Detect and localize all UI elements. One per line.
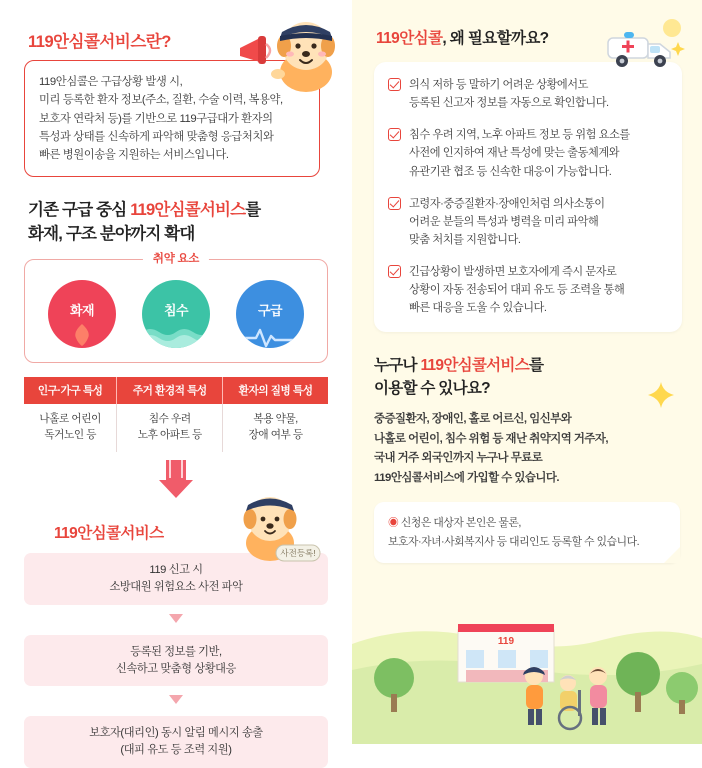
vulnerability-box: [24, 253, 328, 363]
checkbox-icon: [388, 265, 401, 278]
table-cell-0: 나홀로 어린이 독거노인 등: [24, 404, 117, 452]
flow-step-1: 119 신고 시 소방대원 위험요소 사전 파악: [24, 553, 328, 605]
right-section2-title-line2: 이용할 수 있나요?: [374, 379, 490, 397]
benefit-text: 고령자·중증질환자·장애인처럼 의사소통이 어려운 분들의 특성과 병력을 미리 파악해 맞춤 처치를 지원합니다.: [409, 197, 605, 246]
fire-icon: [48, 322, 116, 348]
sparkle-icon: [646, 380, 676, 417]
benefits-card: [374, 62, 682, 332]
circle-fire: [48, 280, 116, 348]
eligibility-text: 중증질환자, 장애인, 홀로 어르신, 임신부와 나홀로 어린이, 침수 위험 등 재난 취약지역 거주자, 국내 거주 외국인까지 누구나 무료로 119안심콜서비스에 가입할 수 있습니다.: [374, 413, 609, 484]
right-section2-title-pre: 누구나: [374, 356, 421, 374]
application-note: [374, 502, 680, 563]
section1-line-1: 119안심콜은 구급상황 발생 시,: [39, 76, 183, 88]
section2-heading: [28, 199, 332, 247]
dog-mascot-with-megaphone-icon: [236, 8, 346, 96]
table-header-0: 인구·가구 특성: [24, 377, 117, 404]
water-wave-icon: [142, 322, 210, 348]
benefit-text: 의식 저하 등 말하기 어려운 상황에서도 등록된 신고자 정보를 자동으로 확인합니다.: [409, 79, 609, 110]
table-cell-2: 복용 약물, 장애 여부 등: [223, 404, 328, 452]
dog-mascot-pre-registration-icon: [230, 487, 326, 565]
benefit-text: 침수 우려 지역, 노후 아파트 정보 등 위험 요소를 사전에 인지하여 재난 특성에 맞는 출동체계와 유관기관 협조 등 신속한 대응이 가능합니다.: [409, 129, 630, 178]
right-section2: [374, 354, 684, 564]
benefit-item: [388, 126, 668, 180]
section1-line-4: 특성과 상태를 신속하게 파악해 맞춤형 응급처치와: [39, 130, 274, 143]
section2-heading-highlight: 119안심콜서비스: [130, 201, 246, 220]
right-section2-title-post: 를: [528, 356, 544, 374]
table-header-row: [24, 377, 328, 404]
building-label: 119: [497, 636, 515, 647]
table-header-2: 환자의 질병 특성: [223, 377, 328, 404]
table-row: [24, 404, 328, 452]
right-section1-title-rest: , 왜 필요할까요?: [442, 30, 549, 47]
section2: [24, 199, 332, 767]
section2-heading-pre: 기존 구급 중심: [28, 201, 131, 220]
dot-bullet-icon: ◉: [388, 517, 399, 530]
heartbeat-icon: [236, 322, 304, 348]
circle-emergency-label: 구급: [257, 302, 283, 318]
benefit-text: 긴급상황이 발생하면 보호자에게 즉시 문자로 상황이 자동 전송되어 대피 유도 등 조력을 통해 빠른 대응을 도울 수 있습니다.: [409, 266, 625, 315]
table-cell-1: 침수 우려 노후 아파트 등: [117, 404, 223, 452]
vulnerability-table: [24, 377, 328, 452]
circle-emergency: [236, 280, 304, 348]
fire-station-people-illustration: [352, 604, 702, 744]
ambulance-icon: [602, 18, 688, 74]
down-arrow-1: [24, 609, 328, 631]
down-arrow-2: [24, 690, 328, 712]
left-column: [0, 0, 352, 757]
right-section2-title-highlight: 119안심콜서비스: [420, 356, 529, 374]
checkbox-icon: [388, 78, 401, 91]
application-note-text: 신청은 대상자 본인은 물론, 보호자·자녀·사회복지사 등 대리인도 등록할 수 있습니다.: [388, 517, 640, 548]
benefit-item: [388, 76, 668, 112]
table-header-1: 주거 환경적 특성: [117, 377, 223, 404]
section2-heading-post: 를: [245, 201, 261, 220]
flow-step-2: 등록된 정보를 기반, 신속하고 맞춤형 상황대응: [24, 635, 328, 687]
circle-flood-label: 침수: [163, 302, 189, 318]
right-section2-title: [374, 354, 684, 401]
right-section1-title-highlight: 119안심콜: [376, 30, 443, 47]
vulnerability-circles: [35, 280, 317, 348]
circle-flood: [142, 280, 210, 348]
circle-fire-label: 화재: [69, 302, 95, 318]
section1-line-2: 미리 등록한 환자 정보(주소, 질환, 수술 이력, 복용약,: [39, 94, 283, 107]
right-column: [352, 0, 702, 744]
service-title-row: [24, 509, 328, 559]
checkbox-icon: [388, 128, 401, 141]
service-title: 119안심콜서비스: [54, 525, 164, 543]
section2-heading-line2: 화재, 구조 분야까지 확대: [28, 225, 195, 244]
vulnerability-chip: 취약 요소: [143, 250, 209, 266]
section1-line-3: 보호자 연락처 등)를 기반으로 119구급대가 환자의: [39, 112, 273, 125]
benefit-item: [388, 195, 668, 249]
checkbox-icon: [388, 197, 401, 210]
section1-line-5: 빠른 병원이송을 지원하는 서비스입니다.: [39, 149, 229, 162]
flow-step-3: 보호자(대리인) 동시 알림 메시지 송출 (대피 유도 등 조력 지원): [24, 716, 328, 768]
svg-text:사전등록!: 사전등록!: [280, 548, 316, 559]
section1-title: 119안심콜서비스란?: [28, 33, 171, 51]
benefit-item: [388, 263, 668, 317]
